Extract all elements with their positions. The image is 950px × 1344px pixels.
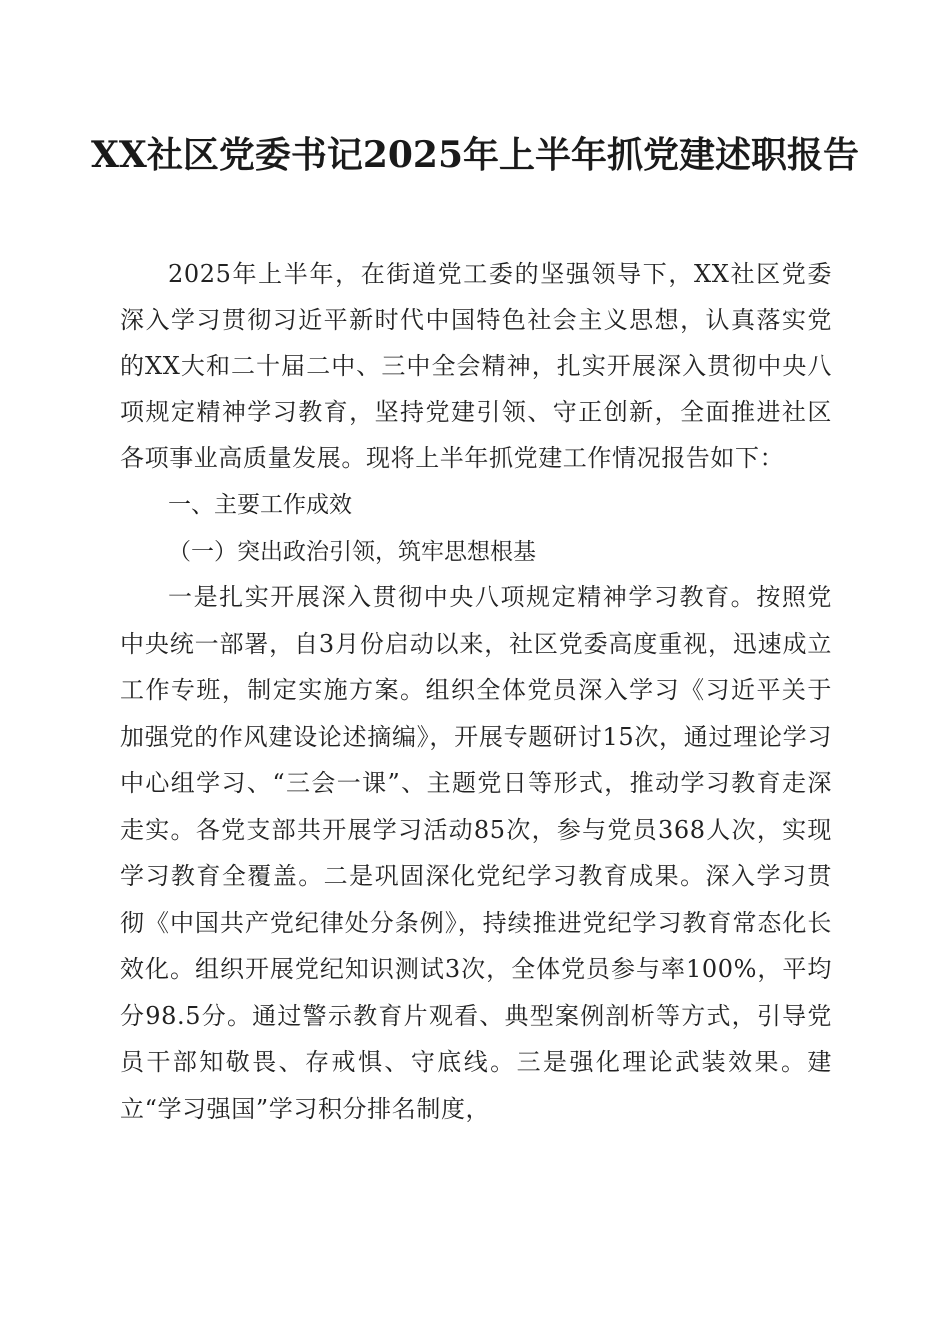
subsection-heading: （一）突出政治引领，筑牢思想根基 <box>168 539 536 565</box>
body-paragraph: 一是扎实开展深入贯彻中央八项规定精神学习教育。按照党中央统一部署，自3月份启动以来，社区党委高度重视，迅速成立工作专班，制定实施方案。组织全体党员深入学习《习近平关于加强党的作风建设论述摘编》，开展专题研讨15次，通过理论学习中心组学习、“三会一课”、主题党日等形式，推动学习教育走深走实。各党支部共开展学习活动85次，参与党员368人次，实现学习教育全覆盖。二是巩固深化党纪学习教育成果。深入学习贯彻《中国共产党纪律处分条例》，持续推进党纪学习教育常态化长效化。组织开展党纪知识测试3次，全体党员参与率100%，平均分98.5分。通过警示教育片观看、典型案例剖析等方式，引导党员干部知敬畏、存戒惧、守底线。三是强化理论武装效果。建立“学习强国”学习积分排名制度， <box>120 583 832 1123</box>
section-heading: 一、主要工作成效 <box>168 492 352 518</box>
document-body <box>120 251 832 1132</box>
document-title: XX社区党委书记2025年上半年抓党建述职报告 <box>90 134 860 176</box>
intro-paragraph: 2025年上半年，在街道党工委的坚强领导下，XX社区党委深入学习贯彻习近平新时代中国特色社会主义思想，认真落实党的XX大和二十届二中、三中全会精神，扎实开展深入贯彻中央八项规定精神学习教育，坚持党建引领、守正创新，全面推进社区各项事业高质量发展。现将上半年抓党建工作情况报告如下： <box>120 260 832 472</box>
